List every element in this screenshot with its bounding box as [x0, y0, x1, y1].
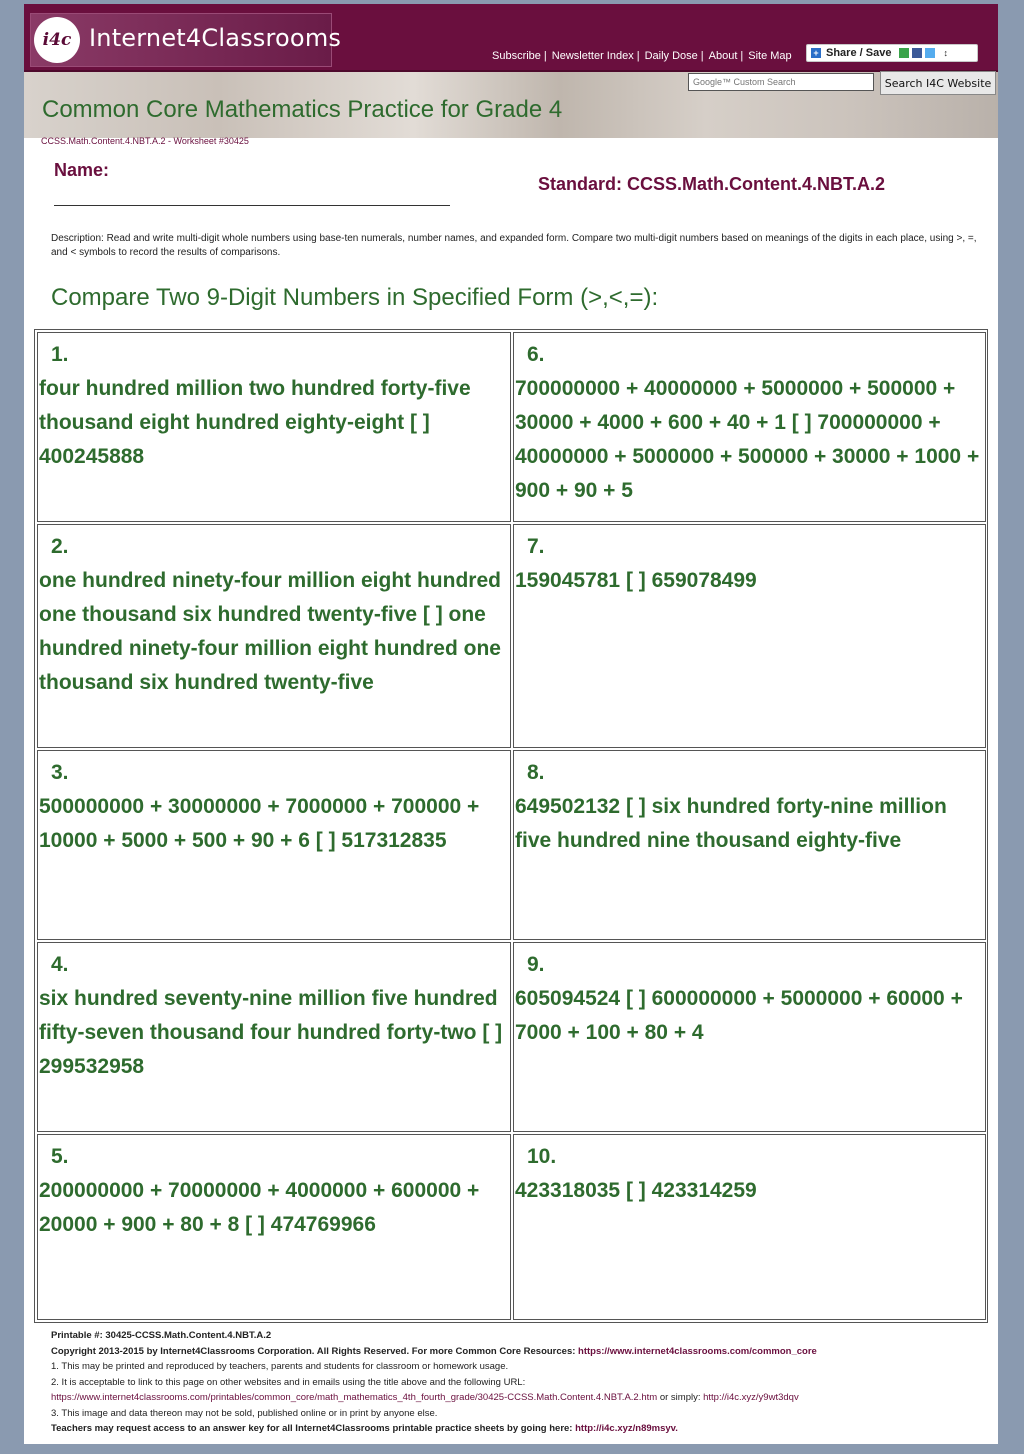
- problem-number: 1.: [51, 343, 69, 366]
- problem-text: 649502132 [ ] six hundred forty-nine million five hundred nine thousand eighty-five: [515, 795, 947, 852]
- problem-cell-10: [513, 1134, 986, 1320]
- problem-number: 5.: [51, 1145, 69, 1168]
- problem-text: 500000000 + 30000000 + 7000000 + 700000 + 10000 + 5000 + 500 + 90 + 6 [ ] 517312835: [39, 795, 480, 852]
- problem-cell-9: [513, 942, 986, 1132]
- problem-text: one hundred ninety-four million eight hundred one thousand six hundred twenty-five [ ] one hundred ninety-four million eight hundred one thousand six hundred twenty-five: [39, 569, 501, 694]
- nav-link-about[interactable]: About: [708, 50, 738, 62]
- problem-number: 8.: [527, 761, 545, 784]
- search-input[interactable]: [688, 73, 874, 91]
- nav-link-daily-dose[interactable]: Daily Dose: [644, 50, 698, 62]
- problem-text: 700000000 + 40000000 + 5000000 + 500000 + 30000 + 4000 + 600 + 40 + 1 [ ] 700000000 + 40000000 + 5000000 + 500000 + 30000 + 1000 + 900 + 90 + 5: [515, 377, 980, 502]
- problem-text: 159045781 [ ] 659078499: [515, 569, 757, 592]
- name-label: Name:: [54, 160, 110, 180]
- usage-note-3: 3. This image and data thereon may not be sold, published online or in print by anyone else.: [51, 1407, 438, 1419]
- description: Description: Read and write multi-digit whole numbers using base-ten numerals, number names, and expanded form. Compare two multi-digit numbers based on meanings of the digits in each place, using >, =, and < symbols to record the results of comparisons.: [51, 233, 977, 258]
- name-line: [54, 205, 450, 206]
- problem-text: 605094524 [ ] 600000000 + 5000000 + 60000 + 7000 + 100 + 80 + 4: [515, 987, 963, 1044]
- share-save-button[interactable]: [806, 44, 978, 62]
- facebook-icon: [912, 48, 922, 58]
- share-label: Share / Save: [826, 47, 892, 59]
- logo-text: Internet4Classrooms: [89, 24, 342, 52]
- problem-number: 9.: [527, 953, 545, 976]
- twitter-icon: [925, 48, 935, 58]
- long-url-link[interactable]: https://www.internet4classrooms.com/printables/common_core/math_mathematics_4th_fourth_grade/30425-CCSS.Math.Content.4.NBT.A.2.htm: [51, 1392, 658, 1403]
- problem-text: four hundred million two hundred forty-five thousand eight hundred eighty-eight [ ] 400245888: [39, 377, 471, 468]
- usage-note-2: 2. It is acceptable to link to this page on other websites and in emails using the title above and the following URL:: [51, 1376, 526, 1388]
- copyright: Copyright 2013-2015 by Internet4Classrooms Corporation. All Rights Reserved. For more Common Core Resources: https://www.internet4classrooms.com/common_core: [51, 1345, 817, 1357]
- top-nav: Subscribe | Newsletter Index | Daily Dose | About | Site Map: [492, 50, 792, 62]
- worksheet-title: Compare Two 9-Digit Numbers in Specified Form (>,<,=):: [51, 284, 659, 311]
- problem-cell-2: [37, 524, 511, 748]
- problem-number: 3.: [51, 761, 69, 784]
- search-button[interactable]: Search I4C Website: [880, 71, 996, 95]
- problem-number: 4.: [51, 953, 69, 976]
- chevron-updown-icon: ↕: [943, 48, 948, 58]
- problem-number: 2.: [51, 535, 69, 558]
- usage-note-1: 1. This may be printed and reproduced by teachers, parents and students for classroom or homework usage.: [51, 1361, 509, 1372]
- answer-key-link[interactable]: http://i4c.xyz/n89msyv.: [575, 1423, 678, 1434]
- problem-number: 10.: [527, 1145, 557, 1168]
- share-green-icon: [899, 48, 909, 58]
- problem-cell-1: [37, 332, 511, 522]
- footer: [51, 1328, 993, 1437]
- answer-key-note: Teachers may request access to an answer key for all Internet4Classrooms printable practice sheets by going here: http://i4c.xyz/n89msyv.: [51, 1423, 678, 1434]
- problem-text: six hundred seventy-nine million five hundred fifty-seven thousand four hundred forty-two [ ] 299532958: [39, 987, 503, 1078]
- top-bar: [24, 4, 998, 72]
- problem-cell-5: [37, 1134, 511, 1320]
- nav-link-newsletter-index[interactable]: Newsletter Index: [551, 50, 634, 62]
- page-urls: https://www.internet4classrooms.com/printables/common_core/math_mathematics_4th_fourth_grade/30425-CCSS.Math.Content.4.NBT.A.2.htm or simply: http://i4c.xyz/y9wt3dqv: [51, 1392, 799, 1403]
- breadcrumb: CCSS.Math.Content.4.NBT.A.2 - Worksheet #30425: [41, 136, 249, 146]
- page: [24, 4, 998, 1444]
- problem-text: 200000000 + 70000000 + 4000000 + 600000 + 20000 + 900 + 80 + 8 [ ] 474769966: [39, 1179, 480, 1236]
- site-logo[interactable]: [30, 13, 342, 67]
- problem-cell-6: [513, 332, 986, 522]
- short-url-link[interactable]: http://i4c.xyz/y9wt3dqv: [703, 1392, 799, 1403]
- problem-number: 6.: [527, 343, 545, 366]
- problem-cell-8: [513, 750, 986, 940]
- page-title: Common Core Mathematics Practice for Grade 4: [42, 96, 563, 123]
- problem-cell-3: [37, 750, 511, 940]
- nav-link-subscribe[interactable]: Subscribe: [492, 50, 541, 62]
- printable-number: Printable #: 30425-CCSS.Math.Content.4.NBT.A.2: [51, 1330, 272, 1341]
- problem-cell-7: [513, 524, 986, 748]
- logo-badge-icon: i4c: [34, 17, 80, 63]
- problem-text: 423318035 [ ] 423314259: [515, 1179, 757, 1202]
- problem-cell-4: [37, 942, 511, 1132]
- common-core-link[interactable]: https://www.internet4classrooms.com/common_core: [578, 1345, 817, 1357]
- plus-icon: +: [811, 48, 821, 58]
- standard-label: Standard: CCSS.Math.Content.4.NBT.A.2: [538, 174, 886, 194]
- problem-number: 7.: [527, 535, 545, 558]
- nav-link-site-map[interactable]: Site Map: [748, 50, 792, 62]
